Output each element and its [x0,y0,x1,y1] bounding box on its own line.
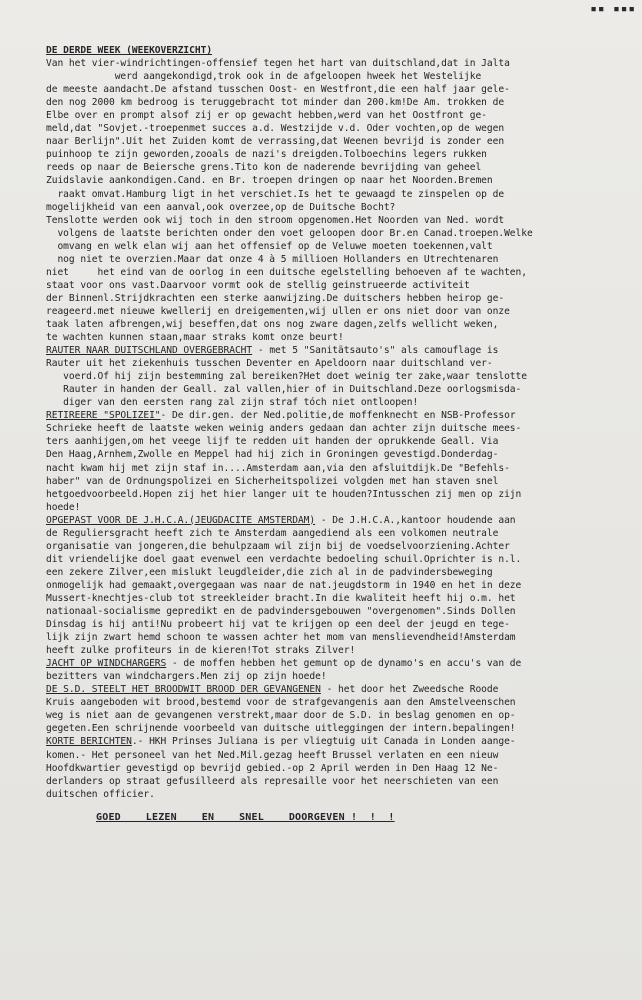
intro-paragraph: Van het vier-windrichtingen-offensief tegen het hart van duitschland,dat in Jalta werd aangekondigd,trok ook in de afgeloopen hweek het Westelijke de meeste aandacht.De afstand tusschen Oost- en Westfront,die een half jaar gele- den nog 2000 km bedroog is teruggebracht tot minder dan 200.km!De Am. trokken de Elbe over en prompt alsof zij er op gewacht hebben,werd van het Oostfront ge- meld,dat "Sovjet.-troepenmet succes a.d. Westzijde v.d. Oder vochten,op de wegen naar Berlijn".Uit het Zuiden komt de verrassing,dat Weenen bevrijd is zonder een puinhoop te zijn geworden,zooals de nazi's dreigden.Tolboechins legers rukken reeds op naar de Beiersche grens.Tito kon de naderende bevrijding van geheel Zuidslavie aankondigen.Cand. en Br. troepen dringen op naar het Noorden.Bremen raakt omvat.Hamburg ligt in het verschiet.Is het te gewaagd te zinspelen op de mogelijkheid van een aanval,ook overzee,op de Duitsche Bocht? Tenslotte werden ook wij toch in den stroom opgenomen.Het Noorden van Ned. wordt volgens de laatste berichten onder den voet geloopen door Br.en Canad.troepen.Welke omvang en welk elan wij aan het offensief op de Veluwe moeten toekennen,valt nog niet te overzien.Maar dat onze 4 à 5 millioen Hollanders en Utrechtenaren niet het eind van de oorlog in een duitsche egelstelling behoeven af te wachten, staat voor ons vast.Daarvoor vormt ook de stellig geinstrueerde activiteit der Binnenl.Strijdkrachten een sterke aanwijzing.De duitschers hebben heirop ge- reageerd.met nieuwe kwellerij en dreigementen,wij ullen er ons niet door van onze taak laten afbrengen,wij beseffen,dat ons nog zware dagen,zelfs wellicht weken, te wachten kunnen staan,maar straks komt onze beurt! [46,58,533,344]
section-heading-polizei: RETIREERE "SPOLIZEI" [46,410,161,422]
document-body [46,44,631,801]
section-body-sd-brood: - het door het Zweedsche Roode Kruis aangeboden wit brood,bestemd voor de strafgevangenis aan den Amstelveenschen weg is niet aan de gevangenen verstrekt,maar door de S.D. in beslag genomen en op- gegeten.Een schrijnende voorbeeld van duitsche uitleggingen der intern.bepalingen! [46,684,516,735]
section-heading-windchargers: JACHT OP WINDCHARGERS [46,658,167,670]
section-heading-jhca: OPGEPAST VOOR DE J.H.C.A.(JEUGDACITE AMSTERDAM) [46,514,316,526]
section-body-polizei: - De dir.gen. der Ned.politie,de moffenknecht en NSB-Professor Schrieke heeft de laatste weken weinig anders gedaan dan achter zijn duitsche mees- ters aanhijgen,om het veege lijf te redden uit handen der oprukkende Geall. Via Den Haag,Arnhem,Zwolle en Meppel had hij zich in Groningen gevestigd.Donderdag- nacht kwam hij met zijn staf in....Amsterdam aan,via den afsluitdijk.De "Befehls- haber" van de Ordnungspolizei en Sicherheitspolizei volgden met han staven snel hetgoedvoorbeeld.Hopen zij het hier langer uit te houden?Intusschen zij men op zijn hoede! [46,410,522,513]
section-heading-sd-brood: DE S.D. STEELT HET BROODWIT BROOD DER GEVANGENEN [46,684,321,696]
section-body-rauter: - met 5 "Sanitätsauto's" als camouflage is Rauter uit het ziekenhuis tusschen Deventer en Apeldoorn naar duitschland ver- voerd.Of hij zijn bestemming zal bereiken?Het doet weinig ter zake,waar tenslotte Rauter in handen der Geall. zal vallen,hier of in Duitschland.Deze oorlogsmisda- diger van den eersten rang zal zijn straf tóch niet ontloopen! [46,345,527,409]
document-title: DE DERDE WEEK (WEEKOVERZICHT) [46,45,213,56]
section-body-korte-berichten: .- HKH Prinses Juliana is per vliegtuig uit Canada in Londen aange- komen.- Het personeel van het Ned.Mil.gezag heeft Brussel verlaten en een nieuw Hoofdkwartier gevestigd op bevrijd gebied.-op 2 April werden in Den Haag 12 Ne- derlanders op straat gefusilleerd als represaille voor het neerschieten van een duitschen officier. [46,736,516,800]
section-heading-korte-berichten: KORTE BERICHTEN [46,736,132,748]
section-body-jhca: - De J.H.C.A.,kantoor houdende aan de Reguliersgracht heeft zich te Amsterdam aangediend als een volkomen neutrale organisatie van jongeren,die behulpzaam wil zijn bij de voedselvoorziening.Achter dit vriendelijke doel gaat evenwel een verdachte bedoeling schuil.Oprichter is n.l. een zekere Zilver,een mislukt leugdleider,die zich al in de padvindersbeweging onmogelijk had gemaakt,overgegaan was naar de nat.jeugdstorm in 1940 en het in deze Mussert-knechtjes-club tot streekleider bracht.In die kwaliteit heeft hij o.m. het nationaal-socialisme gepredikt en de padvindersgebouwen "overgenomen".Sinds Dollen Dinsdag is hij anti!Nu probeert hij vat te krijgen op een deel der jeugd en tege- lijk zijn zwart hemd schoon te wassen achter het mom van menslievendheid!Amsterdam heeft zulke profiteurs in de kieren!Tot straks Zilver! [46,514,522,657]
section-heading-rauter: RAUTER NAAR DUITSCHLAND OVERGEBRACHT [46,345,253,357]
section-body-windchargers: - de moffen hebben het gemunt op de dynamo's en accu's van de bezitters van windchargers.Men zij op zijn hoede! [46,658,522,683]
footer-slogan: GOED LEZEN EN SNEL DOORGEVEN ! ! ! [96,812,395,823]
corner-marks: ▪▪ ▪▪▪ [590,2,636,15]
